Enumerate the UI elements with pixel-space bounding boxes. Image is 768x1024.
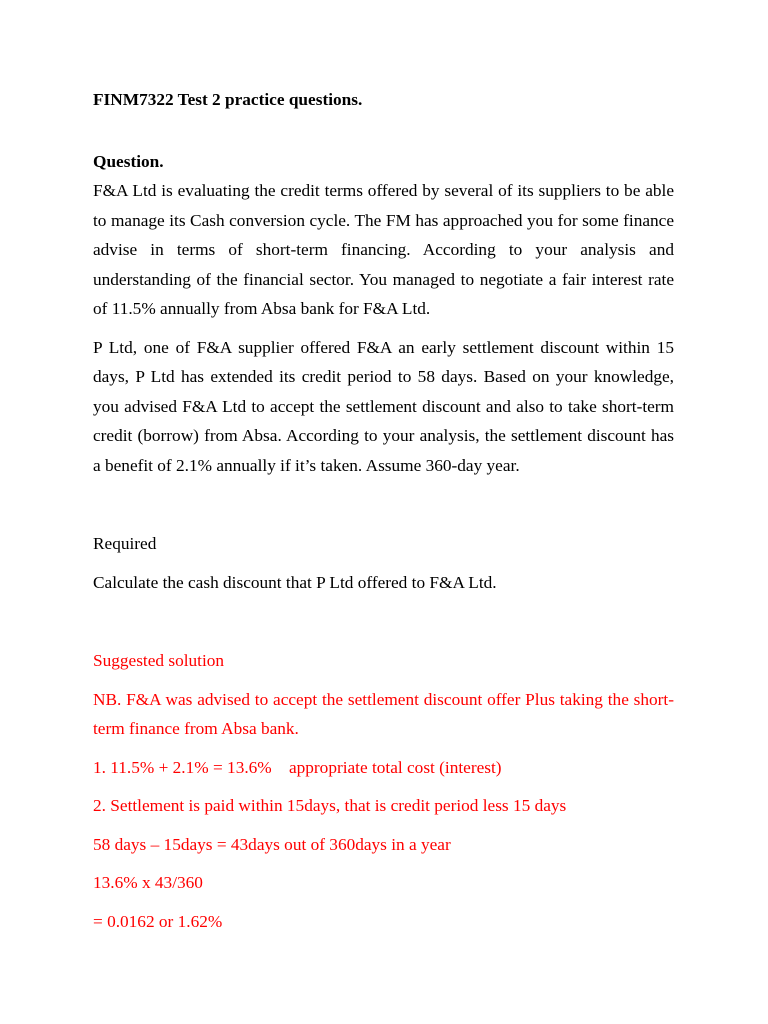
document-title: FINM7322 Test 2 practice questions. xyxy=(93,90,363,109)
solution-note: NB. F&A was advised to accept the settlement discount offer Plus taking the short-term finance from Absa bank. xyxy=(93,689,674,738)
question-paragraph-2: P Ltd, one of F&A supplier offered F&A an early settlement discount within 15 days, P Ltd has extended its credit period to 58 days. Based on your knowledge, you advised F&A Ltd to accept the settlement discount and also to take short-term credit (borrow) from Absa. According to your analysis, the settlement discount has a benefit of 2.1% annually if it’s taken. Assume 360-day year. xyxy=(93,337,674,475)
solution-step-1: 1. 11.5% + 2.1% = 13.6% appropriate total cost (interest) xyxy=(93,757,502,777)
solution-step-4: 13.6% x 43/360 xyxy=(93,873,203,892)
required-heading: Required xyxy=(93,534,157,553)
required-text: Calculate the cash discount that P Ltd offered to F&A Ltd. xyxy=(93,572,497,592)
document-page xyxy=(93,85,674,936)
question-heading: Question. xyxy=(93,151,164,171)
solution-result: = 0.0162 or 1.62% xyxy=(93,911,223,931)
question-paragraph-1: F&A Ltd is evaluating the credit terms offered by several of its suppliers to be able to manage its Cash conversion cycle. The FM has approached you for some finance advise in terms of short-term financing. According to your analysis and understanding of the financial sector. You managed to negotiate a fair interest rate of 11.5% annually from Absa bank for F&A Ltd. xyxy=(93,181,674,318)
solution-heading: Suggested solution xyxy=(93,651,225,670)
solution-step-3: 58 days – 15days = 43days out of 360days in a year xyxy=(93,834,451,854)
solution-step-2: 2. Settlement is paid within 15days, that is credit period less 15 days xyxy=(93,796,567,815)
